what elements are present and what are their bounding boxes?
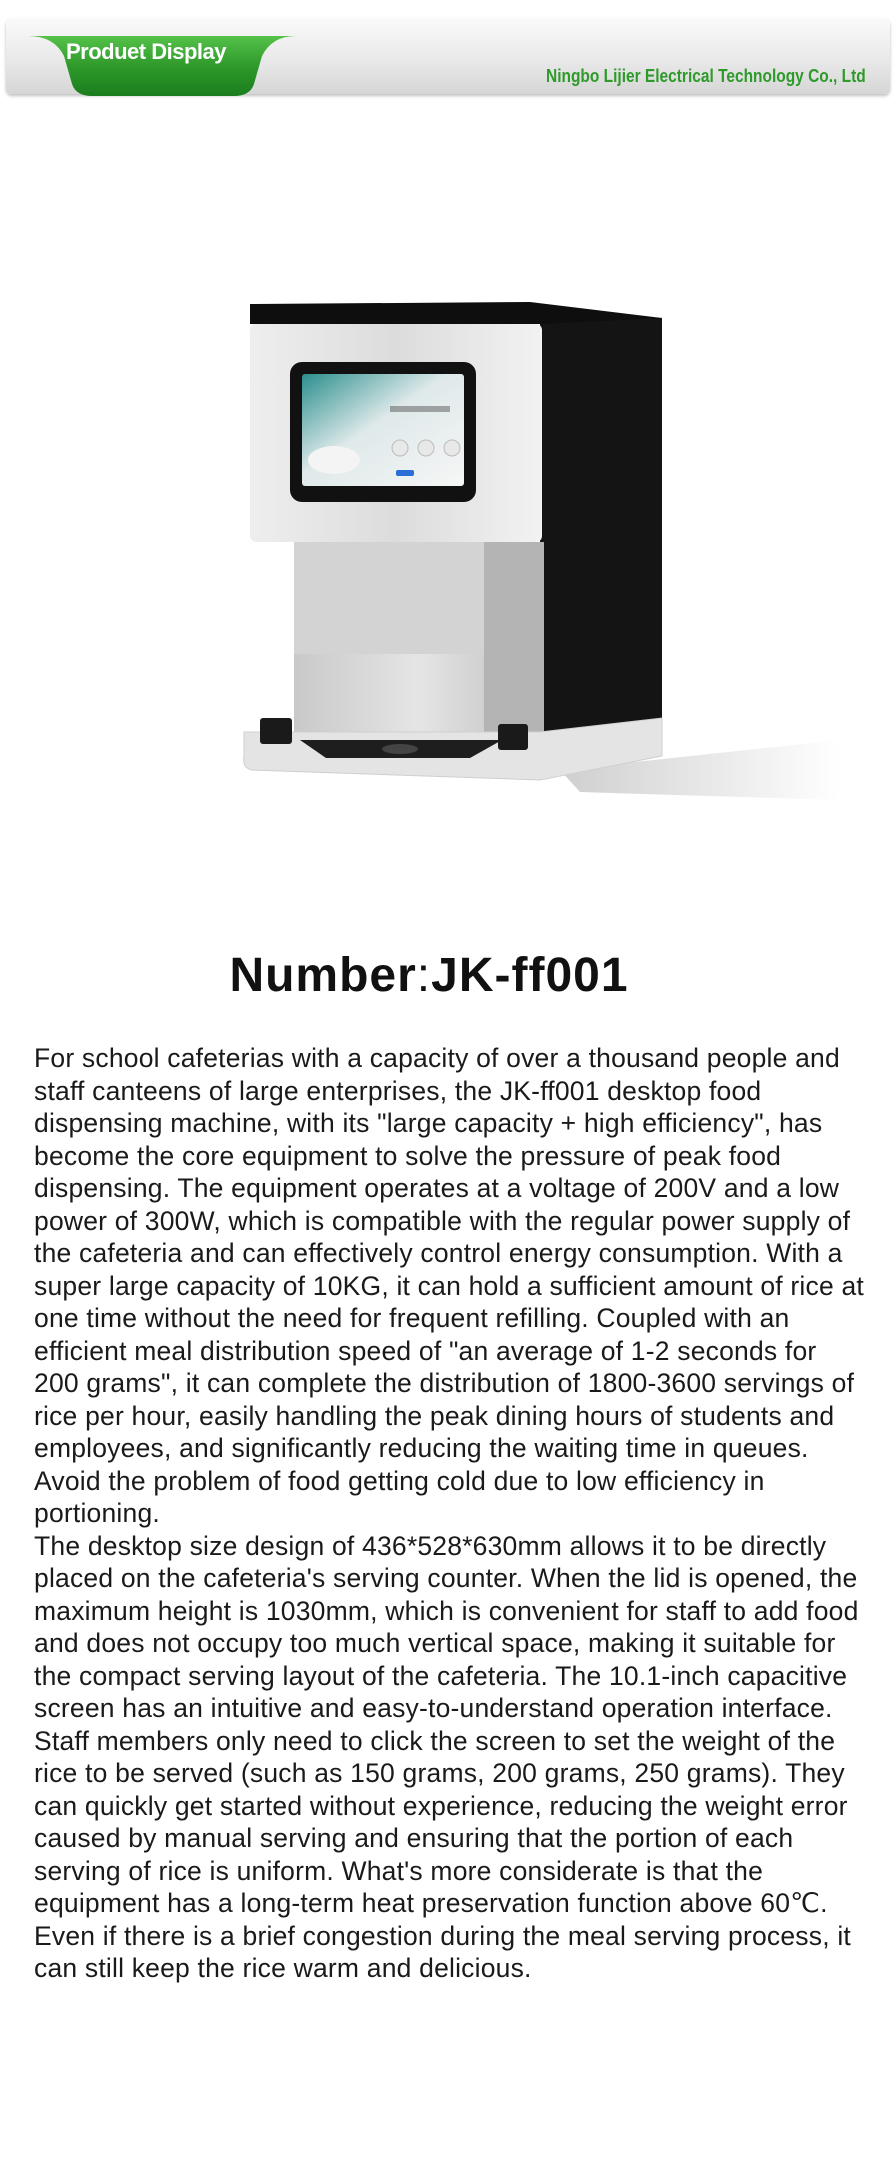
number-label: Number xyxy=(229,949,417,1002)
product-description xyxy=(34,1042,864,1985)
description-paragraph-2: The desktop size design of 436*528*630mm allows it to be directly placed on the cafeteria's serving counter. When the lid is opened, the maximum height is 1030mm, which is convenient for staff to add food and does not occupy too much vertical space, making it suitable for the compact serving layout of the cafeteria. The 10.1-inch capacitive screen has an intuitive and easy-to-understand operation interface. Staff members only need to click the screen to set the weight of the rice to be served (such as 150 grams, 200 grams, 250 grams). They can quickly get started without experience, reducing the weight error caused by manual serving and ensuring that the portion of each serving of rice is uniform. What's more considerate is that the equipment has a long-term heat preservation function above 60℃. Even if there is a brief congestion during the meal serving process, it can still keep the rice warm and delicious. xyxy=(34,1530,859,1983)
tab-label: Produet Display xyxy=(66,39,226,64)
number-value: JK-ff001 xyxy=(431,949,629,1002)
header-banner xyxy=(6,18,890,94)
product-number xyxy=(0,948,858,1003)
number-separator: : xyxy=(416,949,432,1002)
company-name: Ningbo Lijier Electrical Technology Co., Ltd xyxy=(546,66,866,86)
product-image xyxy=(230,300,850,820)
description-paragraph-1: For school cafeterias with a capacity of over a thousand people and staff canteens of large enterprises, the JK-ff001 desktop food dispensing machine, with its "large capacity + high efficiency", has become the core equipment to solve the pressure of peak food dispensing. The equipment operates at a voltage of 200V and a low power of 300W, which is compatible with the regular power supply of the cafeteria and can effectively control energy consumption. With a super large capacity of 10KG, it can hold a sufficient amount of rice at one time without the need for frequent refilling. Coupled with an efficient meal distribution speed of "an average of 1-2 seconds for 200 grams", it can complete the distribution of 1800-3600 servings of rice per hour, easily handling the peak dining hours of students and employees, and significantly reducing the waiting time in queues. Avoid the problem of food getting cold due to low efficiency in portioning. xyxy=(34,1043,864,1528)
